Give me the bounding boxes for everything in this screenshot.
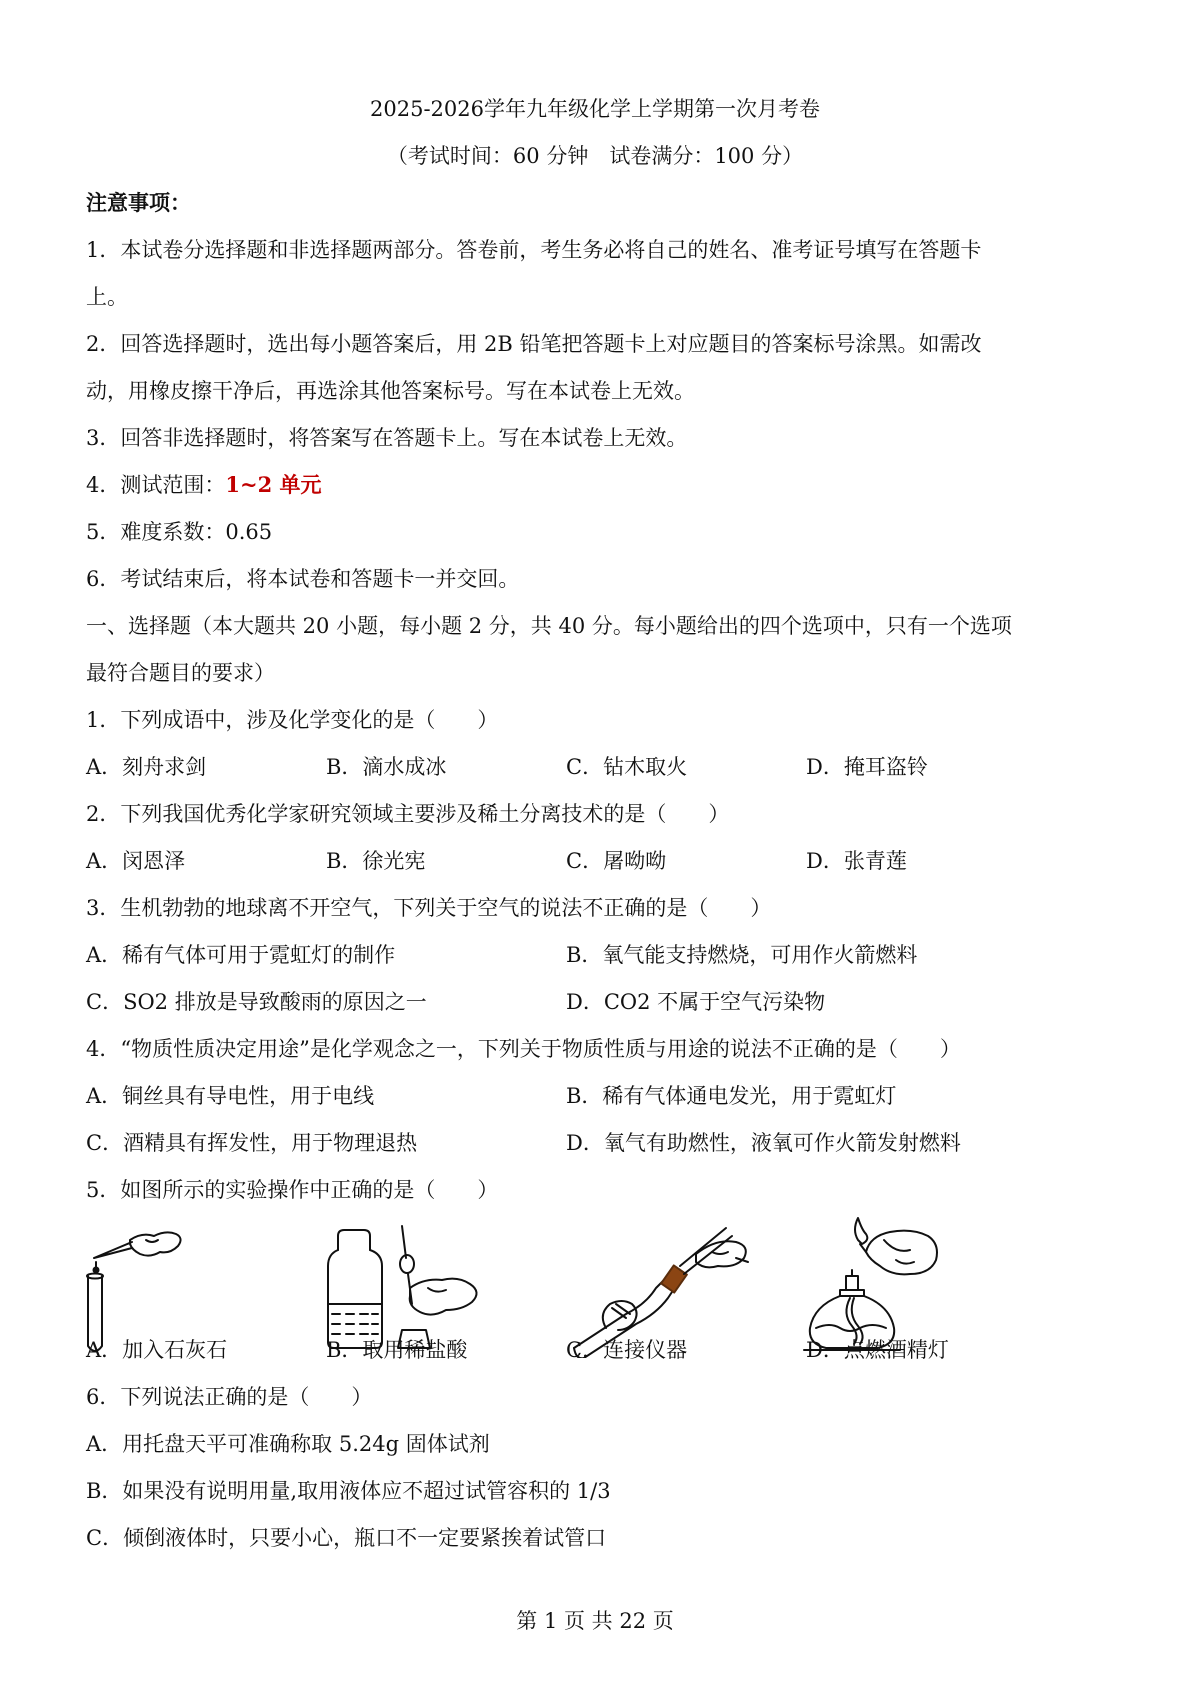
question-6-stem: 6．下列说法正确的是（ ）: [86, 1385, 373, 1409]
note-5: 5．难度系数：0.65: [86, 520, 273, 544]
note-4: [86, 470, 322, 500]
note-2-line-1: 2．回答选择题时，选出每小题答案后，用 2B 铅笔把答题卡上对应题目的答案标号涂黑。如需改: [86, 332, 982, 356]
q3-option-c: C．SO2 排放是导致酸雨的原因之一: [86, 990, 427, 1014]
q6-option-b: B．如果没有说明用量,取用液体应不超过试管容积的 1/3: [86, 1479, 611, 1503]
q5-option-a: A．加入石灰石: [86, 1338, 228, 1362]
q2-option-d: D．张青莲: [806, 849, 907, 873]
q4-option-b: B．稀有气体通电发光，用于霓虹灯: [566, 1084, 897, 1108]
question-5-stem: 5．如图所示的实验操作中正确的是（ ）: [86, 1178, 499, 1202]
test-scope-highlight: 1~2 单元: [225, 472, 322, 497]
question-3-stem: 3．生机勃勃的地球离不开空气，下列关于空气的说法不正确的是（ ）: [86, 896, 772, 920]
q2-option-c: C．屠呦呦: [566, 849, 667, 873]
q1-option-a: A．刻舟求剑: [86, 755, 207, 779]
q3-option-a: A．稀有气体可用于霓虹灯的制作: [86, 943, 396, 967]
exam-subtitle: （考试时间：60 分钟 试卷满分：100 分）: [386, 144, 804, 168]
q2-option-b: B．徐光宪: [326, 849, 426, 873]
question-1-stem: 1．下列成语中，涉及化学变化的是（ ）: [86, 708, 499, 732]
q6-option-a: A．用托盘天平可准确称取 5.24g 固体试剂: [86, 1432, 490, 1456]
section-heading-line-2: 最符合题目的要求）: [86, 661, 275, 685]
q1-option-c: C．钻木取火: [566, 755, 688, 779]
q5-option-b: B．取用稀盐酸: [326, 1338, 468, 1362]
q2-option-a: A．闵恩泽: [86, 849, 186, 873]
q4-option-d: D．氧气有助燃性，液氧可作火箭发射燃料: [566, 1131, 961, 1155]
note-3: 3．回答非选择题时，将答案写在答题卡上。写在本试卷上无效。: [86, 426, 688, 450]
page-footer: 第 1 页 共 22 页: [516, 1609, 674, 1633]
q4-option-c: C．酒精具有挥发性，用于物理退热: [86, 1131, 418, 1155]
q5-option-d: D．点燃酒精灯: [806, 1338, 949, 1362]
q3-option-d: D．CO2 不属于空气污染物: [566, 990, 826, 1014]
note-4-prefix: 4．测试范围：: [86, 473, 226, 497]
question-2-stem: 2．下列我国优秀化学家研究领域主要涉及稀土分离技术的是（ ）: [86, 802, 730, 826]
q5-option-c: C．连接仪器: [566, 1338, 688, 1362]
q1-option-b: B．滴水成冰: [326, 755, 447, 779]
section-heading-line-1: 一、选择题（本大题共 20 小题，每小题 2 分，共 40 分。每小题给出的四个选项中，只有一个选项: [86, 614, 1012, 638]
q4-option-a: A．铜丝具有导电性，用于电线: [86, 1084, 375, 1108]
note-1-line-2: 上。: [86, 285, 128, 309]
note-1-line-1: 1．本试卷分选择题和非选择题两部分。答卷前，考生务必将自己的姓名、准考证号填写在答题卡: [86, 238, 982, 262]
q6-option-c: C．倾倒液体时，只要小心，瓶口不一定要紧挨着试管口: [86, 1526, 607, 1550]
notes-heading: 注意事项：: [86, 190, 191, 215]
question-4-stem: 4．“物质性质决定用途”是化学观念之一，下列关于物质性质与用途的说法不正确的是（ ）: [86, 1037, 961, 1061]
exam-title: 2025-2026学年九年级化学上学期第一次月考卷: [370, 97, 820, 121]
q3-option-b: B．氧气能支持燃烧，可用作火箭燃料: [566, 943, 918, 967]
note-6: 6．考试结束后，将本试卷和答题卡一并交回。: [86, 567, 520, 591]
note-2-line-2: 动，用橡皮擦干净后，再选涂其他答案标号。写在本试卷上无效。: [86, 379, 695, 403]
q1-option-d: D．掩耳盗铃: [806, 755, 928, 779]
